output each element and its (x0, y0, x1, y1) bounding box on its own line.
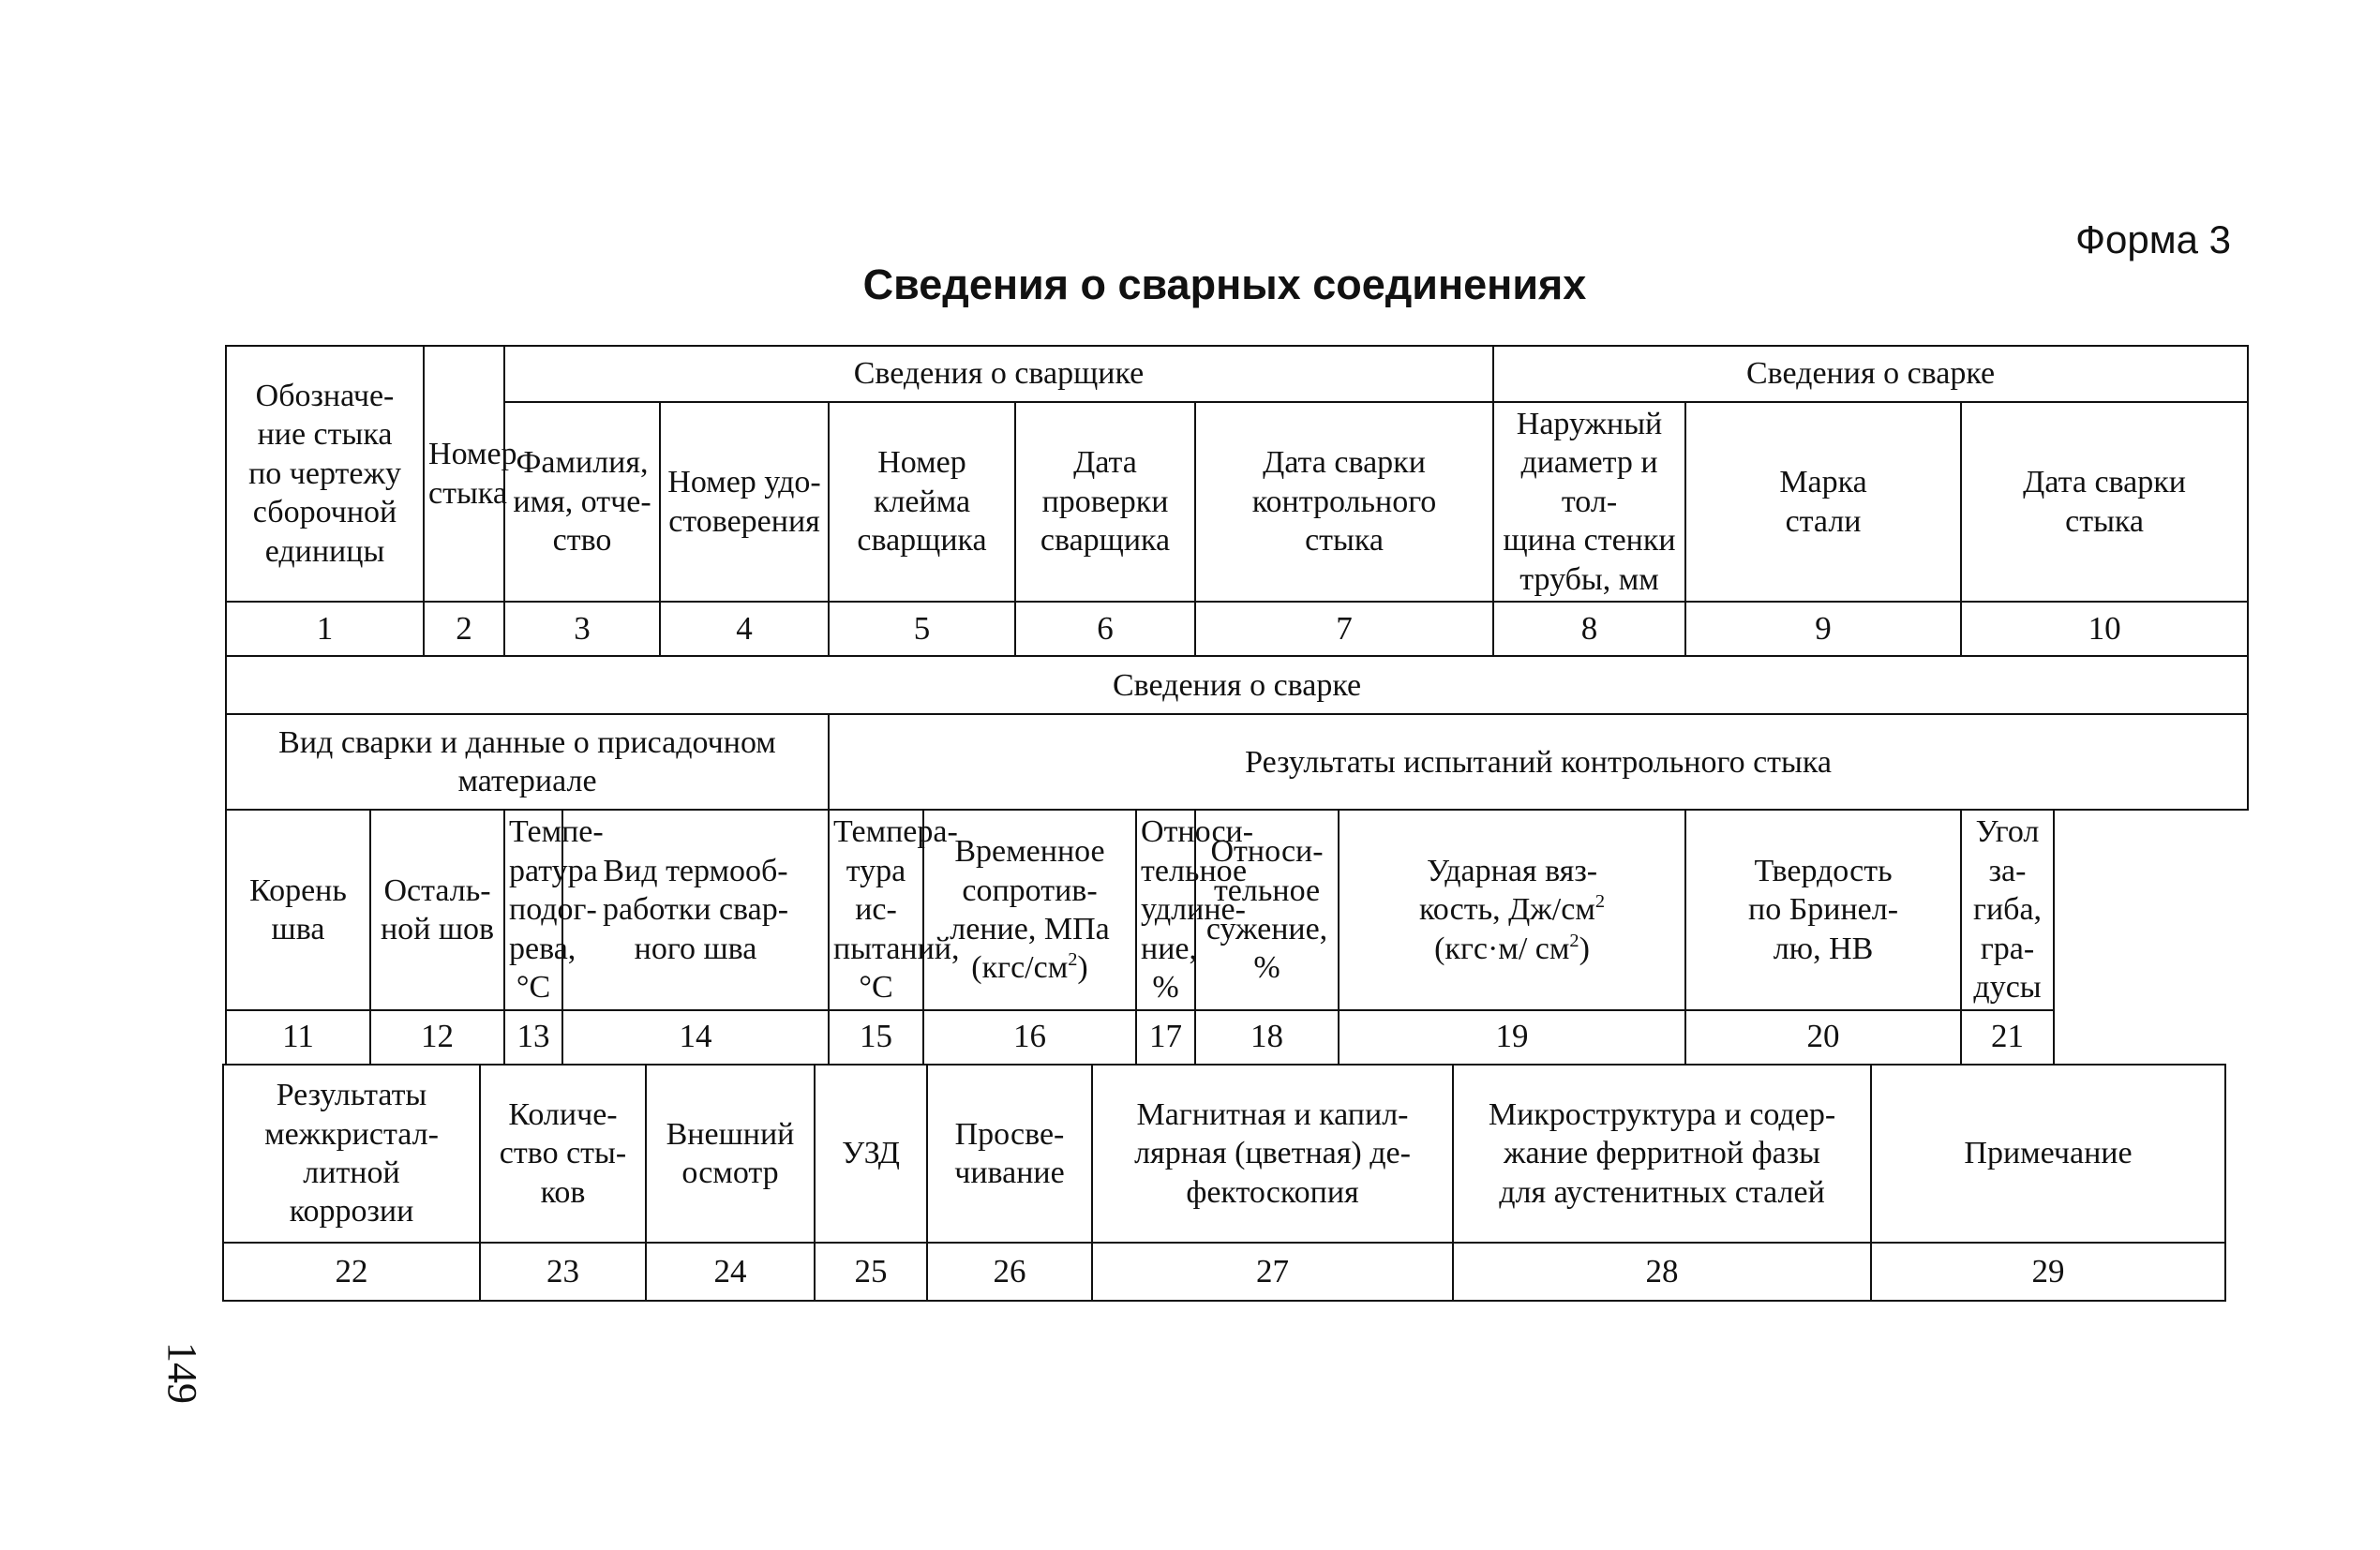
header-joint-count: Количе- ство сты- ков (480, 1065, 646, 1243)
header-impact-toughness: Ударная вяз- кость, $Дж/см^2$ (кгс·м/ $см^2$) (1339, 810, 1685, 1009)
header-bend-angle: Угол за- гиба, гра- дусы (1961, 810, 2054, 1009)
welded-joints-table (225, 345, 2249, 1066)
column-number-cell: 16 (923, 1010, 1136, 1065)
header-brinell-hardness: Твердость по Бринел- лю, НВ (1685, 810, 1961, 1009)
section-welding-info: Сведения о сварке (226, 656, 2248, 714)
header-ultrasonic-testing: УЗД (815, 1065, 927, 1243)
column-number-cell: 17 (1136, 1010, 1195, 1065)
header-row-columns (226, 402, 2248, 602)
column-number-cell: 3 (504, 602, 660, 656)
column-number-cell: 23 (480, 1243, 646, 1301)
column-number-cell: 26 (927, 1243, 1092, 1301)
header-elongation: Относи- тельное удлине- ние, % (1136, 810, 1195, 1009)
column-number-cell: 22 (223, 1243, 480, 1301)
page-number: 149 (159, 1342, 205, 1404)
group-welding-info: Сведения о сварке (1493, 346, 2248, 402)
column-number-cell: 1 (226, 602, 424, 656)
welded-joints-table-continued (222, 1064, 2226, 1302)
column-number-cell: 12 (370, 1010, 504, 1065)
form-label: Форма 3 (2075, 217, 2231, 261)
header-remaining-weld: Осталь- ной шов (370, 810, 504, 1009)
group-test-results: Результаты испытаний контрольного стыка (829, 714, 2248, 810)
header-row-columns-2 (226, 810, 2248, 1009)
column-number-cell: 19 (1339, 1010, 1685, 1065)
header-full-name: Фамилия, имя, отче- ство (504, 402, 660, 602)
column-number-cell: 18 (1195, 1010, 1339, 1065)
column-number-cell: 10 (1961, 602, 2248, 656)
column-number-cell: 8 (1493, 602, 1685, 656)
header-steel-grade: Марка стали (1685, 402, 1961, 602)
header-tensile-strength: Временное сопротив- ление, МПа $(кгс/см^2)$ (923, 810, 1136, 1009)
column-number-cell: 29 (1871, 1243, 2225, 1301)
page-title: Сведения о сварных соединениях (862, 261, 1587, 308)
group-welder-info: Сведения о сварщике (504, 346, 1493, 402)
header-row-columns-3 (223, 1065, 2225, 1243)
column-number-cell: 6 (1015, 602, 1195, 656)
column-number-cell: 4 (660, 602, 829, 656)
column-number-cell: 27 (1092, 1243, 1453, 1301)
column-number-cell: 9 (1685, 602, 1961, 656)
header-preheat-temperature: Темпе- ратура подог- рева, °С (504, 810, 562, 1009)
header-reduction-of-area: Относи- тельное сужение, % (1195, 810, 1339, 1009)
header-row-groups-2 (226, 714, 2248, 810)
header-heat-treatment: Вид термооб- работки свар- ного шва (562, 810, 829, 1009)
column-number-cell: 25 (815, 1243, 927, 1301)
header-row-groups (226, 346, 2248, 402)
section-row-welding (226, 656, 2248, 714)
group-welding-type-filler: Вид сварки и данные о присадочном материале (226, 714, 829, 810)
column-number-cell: 7 (1195, 602, 1493, 656)
header-radiography: Просве- чивание (927, 1065, 1092, 1243)
header-visual-inspection: Внешний осмотр (646, 1065, 815, 1243)
header-stamp-number: Номер клейма сварщика (829, 402, 1015, 602)
column-number-cell: 13 (504, 1010, 562, 1065)
column-number-cell: 14 (562, 1010, 829, 1065)
header-certificate-number: Номер удо- стоверения (660, 402, 829, 602)
header-welder-check-date: Дата проверки сварщика (1015, 402, 1195, 602)
column-number-cell: 2 (424, 602, 504, 656)
column-number-cell: 28 (1453, 1243, 1871, 1301)
header-control-joint-date: Дата сварки контрольного стыка (1195, 402, 1493, 602)
number-row-1-10 (226, 602, 2248, 656)
column-number-cell: 15 (829, 1010, 923, 1065)
column-number-cell: 11 (226, 1010, 370, 1065)
header-test-temperature: Темпера- тура ис- пытаний, °С (829, 810, 923, 1009)
column-number-cell: 20 (1685, 1010, 1961, 1065)
header-intercrystalline-corrosion: Результаты межкристал- литной коррозии (223, 1065, 480, 1243)
header-pipe-diameter: Наружный диаметр и тол- щина стенки трубы, мм (1493, 402, 1685, 602)
header-magnetic-dye-testing: Магнитная и капил- лярная (цветная) де- фектоскопия (1092, 1065, 1453, 1243)
header-joint-weld-date: Дата сварки стыка (1961, 402, 2248, 602)
header-joint-designation: Обозначе- ние стыка по чертежу сборочной единицы (226, 346, 424, 602)
column-number-cell: 24 (646, 1243, 815, 1301)
header-microstructure-ferrite: Микроструктура и содер- жание ферритной фазы для аустенитных сталей (1453, 1065, 1871, 1243)
header-note: Примечание (1871, 1065, 2225, 1243)
number-row-11-21 (226, 1010, 2248, 1065)
header-root-weld: Корень шва (226, 810, 370, 1009)
number-row-22-29 (223, 1243, 2225, 1301)
column-number-cell: 21 (1961, 1010, 2054, 1065)
header-joint-number: Номер стыка (424, 346, 504, 602)
column-number-cell: 5 (829, 602, 1015, 656)
